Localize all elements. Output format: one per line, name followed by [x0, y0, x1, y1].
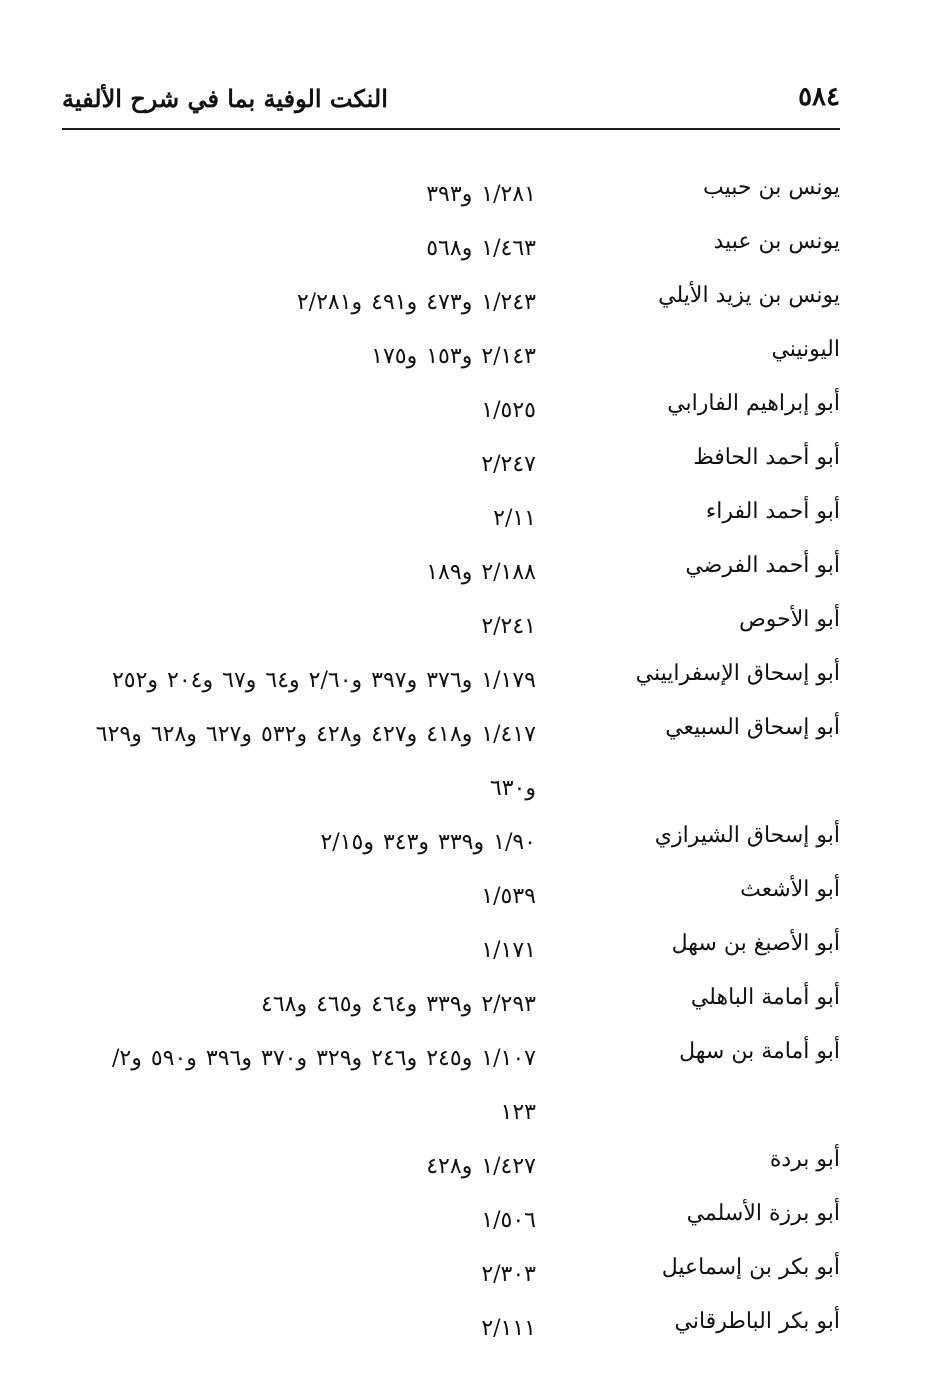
entry-reference-line: ١/٢٨١ و٣٩٣ [426, 182, 536, 207]
entry-name: أبو بردة [769, 1147, 840, 1172]
entry-name: أبو أمامة الباهلي [690, 985, 840, 1010]
entry-name: أبو بكر بن إسماعيل [661, 1255, 840, 1280]
entry-reference-line: ١/٥٣٩ [481, 884, 536, 909]
index-entry [40, 808, 840, 862]
index-entry [40, 1240, 840, 1294]
entry-reference-line: ١/١٧١ [481, 938, 536, 963]
entry-reference-line: ٢/١٤٣ و١٥٣ و١٧٥ [371, 344, 536, 369]
entry-reference-line: ١/٥٠٦ [481, 1208, 536, 1233]
entry-reference-line: ٢/١١١ [481, 1316, 536, 1341]
entry-name: أبو الأصبغ بن سهل [671, 931, 840, 956]
index-entry [40, 862, 840, 916]
entry-name: أبو إسحاق الإسفراييني [635, 661, 840, 686]
name-index-list [40, 160, 840, 1348]
entry-reference-line: ٢/٢٤١ [481, 614, 536, 639]
index-entry [40, 592, 840, 646]
entry-reference-line: ١/٤٢٧ و٤٢٨ [426, 1154, 536, 1179]
index-entry [40, 1132, 840, 1186]
entry-reference-line: ١/١٧٩ و٣٧٦ و٣٩٧ و٢/٦٠ و٦٤ و٦٧ و٢٠٤ و٢٥٢ [111, 668, 536, 693]
entry-name: أبو الأشعث [740, 877, 840, 902]
page-number: ٥٨٤ [798, 82, 840, 112]
entry-name: أبو بكر الباطرقاني [674, 1309, 840, 1334]
entry-reference-line: ١/٤٦٣ و٥٦٨ [426, 236, 536, 261]
index-entry [40, 1294, 840, 1348]
entry-reference-continuation: ١٢٣ [500, 1100, 536, 1125]
entry-name: يونس بن عبيد [713, 229, 840, 254]
entry-reference-line: ٢/٢٤٧ [481, 452, 536, 477]
entry-name: أبو برزة الأسلمي [686, 1201, 840, 1226]
index-entry [40, 268, 840, 322]
entry-name: يونس بن حبيب [703, 175, 840, 200]
entry-reference-line: ٢/١٨٨ و١٨٩ [426, 560, 536, 585]
entry-reference-continuation: و٦٣٠ [489, 776, 536, 801]
entry-name: أبو أحمد الفرضي [685, 553, 840, 578]
entry-reference-line: ٢/٣٠٣ [481, 1262, 536, 1287]
index-entry [40, 160, 840, 214]
entry-reference-line: ١/٥٢٥ [481, 398, 536, 423]
index-entry [40, 376, 840, 430]
entry-reference-line: ١/٢٤٣ و٤٧٣ و٤٩١ و٢/٢٨١ [296, 290, 536, 315]
entry-name: أبو أحمد الفراء [705, 499, 840, 524]
entry-references [40, 1032, 536, 1140]
entry-reference-line: ١/١٠٧ و٢٤٥ و٢٤٦ و٣٢٩ و٣٧٠ و٣٩٦ و٥٩٠ و٢/ [111, 1046, 536, 1071]
index-entry [40, 1186, 840, 1240]
entry-name: أبو أحمد الحافظ [693, 445, 840, 470]
index-entry [40, 214, 840, 268]
entry-reference-line: ٢/١١ [493, 506, 536, 531]
entry-name: أبو الأحوص [739, 607, 840, 632]
index-entry [40, 430, 840, 484]
entry-references [40, 708, 536, 816]
index-entry [40, 538, 840, 592]
entry-reference-line: ١/٩٠ و٣٣٩ و٣٤٣ و٢/١٥ [320, 830, 536, 855]
index-entry [40, 916, 840, 970]
running-title: النكت الوفية بما في شرح الألفية [62, 84, 388, 113]
index-entry [40, 700, 840, 808]
entry-name: أبو إبراهيم الفارابي [667, 391, 840, 416]
entry-name: يونس بن يزيد الأيلي [658, 283, 840, 308]
index-entry [40, 484, 840, 538]
index-entry [40, 646, 840, 700]
entry-name: أبو أمامة بن سهل [679, 1039, 840, 1064]
index-entry [40, 322, 840, 376]
index-entry [40, 1024, 840, 1132]
entry-name: أبو إسحاق الشيرازي [654, 823, 840, 848]
entry-reference-line: ٢/٢٩٣ و٣٣٩ و٤٦٤ و٤٦٥ و٤٦٨ [261, 992, 536, 1017]
entry-name: أبو إسحاق السبيعي [665, 715, 840, 740]
header-rule [62, 128, 840, 130]
entry-references [40, 1302, 536, 1356]
index-entry [40, 970, 840, 1024]
entry-name: اليونيني [771, 337, 840, 362]
page-header [62, 78, 840, 128]
entry-reference-line: ١/٤١٧ و٤١٨ و٤٢٧ و٤٢٨ و٥٣٢ و٦٢٧ و٦٢٨ و٦٢٩ [95, 722, 536, 747]
